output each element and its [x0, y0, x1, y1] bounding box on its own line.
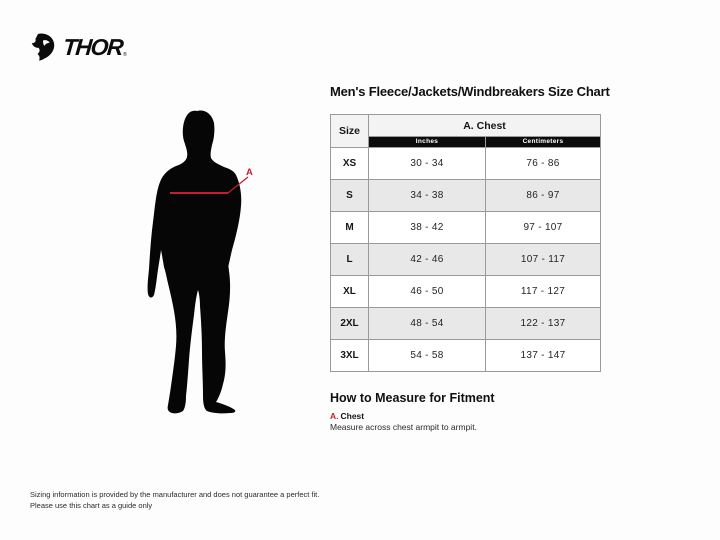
- chart-content: [330, 0, 610, 540]
- inches-cell: 38 - 42: [369, 212, 486, 244]
- table-row: [331, 244, 601, 276]
- centimeters-cell: 86 - 97: [486, 180, 601, 212]
- thor-head-icon: [30, 33, 60, 61]
- table-row: [331, 308, 601, 340]
- disclaimer-line-2: Please use this chart as a guide only: [30, 501, 153, 511]
- measure-item-chest: [330, 411, 364, 421]
- inches-cell: 34 - 38: [369, 180, 486, 212]
- inches-cell: 30 - 34: [369, 148, 486, 180]
- inches-cell: 48 - 54: [369, 308, 486, 340]
- table-row: [331, 276, 601, 308]
- chest-group-header: A. Chest: [369, 115, 601, 137]
- centimeters-cell: 107 - 117: [486, 244, 601, 276]
- measure-description: Measure across chest armpit to armpit.: [330, 422, 477, 432]
- centimeters-cell: 97 - 107: [486, 212, 601, 244]
- centimeters-header: Centimeters: [486, 137, 601, 148]
- table-row: [331, 212, 601, 244]
- inches-cell: 42 - 46: [369, 244, 486, 276]
- brand-name: THOR: [61, 33, 124, 60]
- disclaimer-line-1: Sizing information is provided by the manufacturer and does not guarantee a perfect fit.: [30, 490, 320, 499]
- size-table: [330, 114, 601, 372]
- size-cell: 3XL: [331, 340, 369, 372]
- size-cell: XL: [331, 276, 369, 308]
- table-row: [331, 180, 601, 212]
- size-column-header: Size: [331, 115, 369, 148]
- size-cell: L: [331, 244, 369, 276]
- male-silhouette: [148, 111, 242, 414]
- thor-logo: [30, 33, 127, 61]
- inches-header: Inches: [369, 137, 486, 148]
- unit-header-row: [331, 137, 601, 148]
- centimeters-cell: 137 - 147: [486, 340, 601, 372]
- size-cell: S: [331, 180, 369, 212]
- how-to-measure-heading: How to Measure for Fitment: [330, 391, 495, 405]
- size-cell: M: [331, 212, 369, 244]
- centimeters-cell: 76 - 86: [486, 148, 601, 180]
- chest-measure-label: A: [246, 167, 253, 178]
- size-cell: 2XL: [331, 308, 369, 340]
- measure-key: A.: [330, 411, 339, 421]
- inches-cell: 54 - 58: [369, 340, 486, 372]
- table-header-row: [331, 115, 601, 137]
- registered-trademark: ®: [123, 52, 127, 58]
- table-row: [331, 340, 601, 372]
- size-cell: XS: [331, 148, 369, 180]
- table-row: [331, 148, 601, 180]
- inches-cell: 46 - 50: [369, 276, 486, 308]
- chart-title: Men's Fleece/Jackets/Windbreakers Size Chart: [330, 84, 610, 99]
- disclaimer: [30, 489, 319, 512]
- centimeters-cell: 117 - 127: [486, 276, 601, 308]
- measure-name: Chest: [340, 411, 365, 421]
- centimeters-cell: 122 - 137: [486, 308, 601, 340]
- measurement-diagram: [130, 100, 300, 420]
